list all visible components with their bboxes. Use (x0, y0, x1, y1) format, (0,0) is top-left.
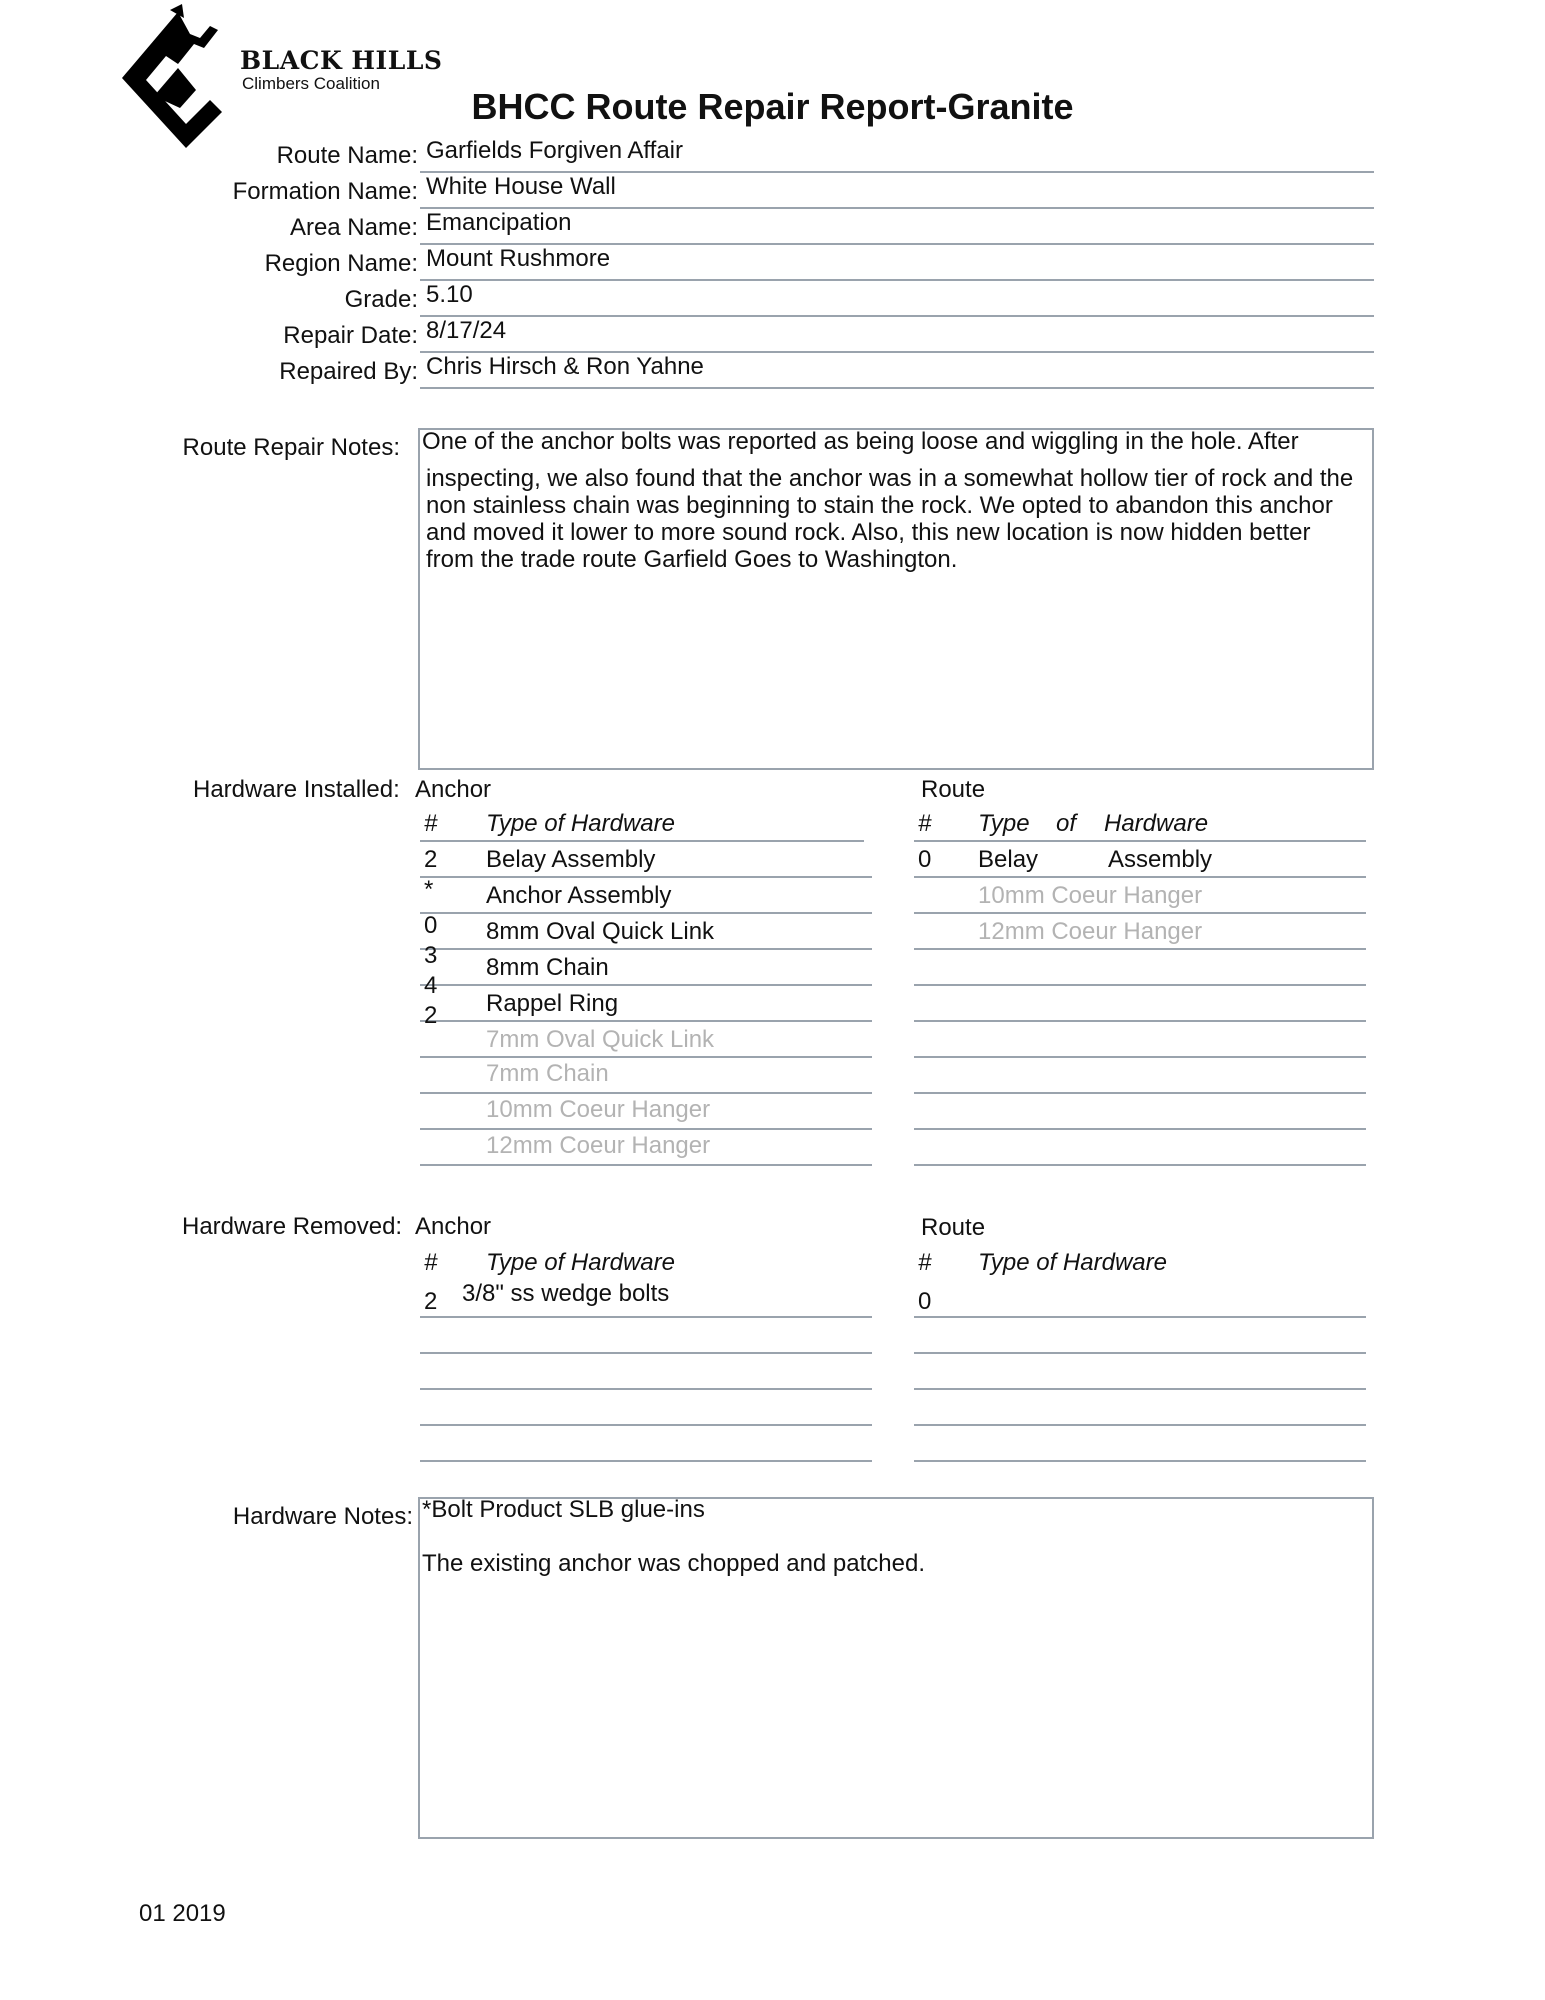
table-row[interactable] (914, 1354, 1366, 1390)
row-type: 3/8" ss wedge bolts (462, 1280, 670, 1307)
row-type: 10mm Coeur Hanger (978, 882, 1203, 909)
hardware-notes-line2: The existing anchor was chopped and patched. (422, 1550, 926, 1577)
table-row[interactable] (420, 1130, 872, 1166)
region-name-line (420, 279, 1374, 281)
installed-route-header (914, 806, 1366, 842)
row-num: 2 (424, 846, 438, 873)
table-row[interactable] (914, 878, 1366, 914)
repaired-by-label: Repaired By: (279, 358, 418, 385)
table-row[interactable] (420, 878, 872, 914)
org-subtitle: Climbers Coalition (242, 74, 380, 93)
table-row[interactable] (420, 1094, 872, 1130)
route-name-value[interactable]: Garfields Forgiven Affair (426, 137, 684, 164)
row-num: * (424, 876, 434, 903)
repaired-by-value[interactable]: Chris Hirsch & Ron Yahne (426, 353, 704, 380)
form-version: 01 2019 (139, 1900, 226, 1927)
route-repair-notes-line1: One of the anchor bolts was reported as being loose and wiggling in the hole. After (422, 428, 1299, 455)
row-type: 7mm Oval Quick Link (486, 1026, 715, 1053)
table-row[interactable] (420, 1058, 872, 1094)
area-name-label: Area Name: (289, 214, 418, 241)
org-name: BLACK HILLS (240, 46, 443, 75)
table-row[interactable] (420, 842, 872, 878)
row-num: 4 (424, 972, 438, 999)
row-type: Anchor Assembly (486, 882, 672, 909)
installed-route-type-header-1: Type (978, 810, 1030, 837)
route-name-label: Route Name: (276, 142, 418, 169)
removed-route-num-header: # (918, 1249, 932, 1276)
repair-date-label: Repair Date: (283, 322, 418, 349)
row-num: 0 (918, 1288, 932, 1315)
repair-date-value[interactable]: 8/17/24 (426, 317, 507, 344)
removed-route-label: Route (921, 1214, 986, 1241)
hardware-notes-label: Hardware Notes: (232, 1503, 413, 1530)
row-num: 0 (424, 912, 438, 939)
row-num: 0 (918, 846, 932, 873)
table-row[interactable] (914, 986, 1366, 1022)
removed-anchor-num-header: # (424, 1249, 438, 1276)
formation-name-label: Formation Name: (232, 178, 418, 205)
route-repair-notes-text: inspecting, we also found that the anchor was in a somewhat hollow tier of rock and the non stainless chain was beginning to stain the rock. We opted to abandon this anchor and moved it lower to more sound rock. Also, this new location is now hidden better from the trade route Garfield Goes to Washington. (426, 465, 1354, 573)
table-row[interactable] (914, 1130, 1366, 1166)
table-row[interactable] (420, 942, 872, 986)
row-type: 10mm Coeur Hanger (486, 1096, 711, 1123)
installed-anchor-type-header: Type of Hardware (486, 810, 675, 837)
table-row[interactable] (914, 950, 1366, 986)
table-row[interactable] (914, 1426, 1366, 1462)
installed-route-type-header-3: Hardware (1104, 810, 1209, 837)
table-row[interactable] (420, 1318, 872, 1354)
area-name-value[interactable]: Emancipation (426, 209, 572, 236)
row-type: 12mm Coeur Hanger (486, 1132, 711, 1159)
grade-label: Grade: (344, 286, 418, 313)
installed-anchor-header (420, 806, 864, 842)
row-type: Belay (978, 846, 1039, 873)
table-row[interactable] (914, 1280, 1366, 1318)
grade-line (420, 315, 1374, 317)
table-row[interactable] (914, 914, 1366, 950)
page-title: BHCC Route Repair Report-Granite (471, 86, 1074, 127)
table-row[interactable] (420, 1426, 872, 1462)
region-name-label: Region Name: (264, 250, 418, 277)
bhcc-logo-icon (118, 4, 238, 152)
table-row[interactable] (420, 1390, 872, 1426)
route-repair-notes-label: Route Repair Notes: (182, 434, 400, 461)
region-name-value[interactable]: Mount Rushmore (426, 245, 611, 272)
installed-route-type-header-2: of (1056, 810, 1077, 837)
table-row[interactable] (914, 1022, 1366, 1058)
removed-anchor-type-header: Type of Hardware (486, 1249, 675, 1276)
row-type: 8mm Chain (486, 954, 609, 981)
row-type: Rappel Ring (486, 990, 619, 1017)
formation-name-value[interactable]: White House Wall (426, 173, 616, 200)
installed-route-label: Route (921, 776, 986, 803)
hardware-notes-box[interactable] (418, 1497, 1374, 1839)
grade-value[interactable]: 5.10 (426, 281, 473, 308)
installed-route-num-header: # (918, 810, 932, 837)
table-row[interactable] (420, 1280, 872, 1318)
hardware-notes-line1: *Bolt Product SLB glue-ins (422, 1496, 705, 1523)
removed-route-type-header: Type of Hardware (978, 1249, 1167, 1276)
table-row[interactable] (914, 1058, 1366, 1094)
installed-anchor-num-header: # (424, 810, 438, 837)
row-num: 2 (424, 1002, 438, 1029)
installed-anchor-label: Anchor (415, 776, 492, 803)
table-row[interactable] (914, 1318, 1366, 1354)
row-type: 12mm Coeur Hanger (978, 918, 1203, 945)
row-type: 7mm Chain (486, 1060, 609, 1087)
table-row[interactable] (420, 1354, 872, 1390)
table-row[interactable] (914, 842, 1366, 878)
table-row[interactable] (420, 914, 872, 950)
row-num: 3 (424, 942, 438, 969)
row-type: Assembly (1108, 846, 1213, 873)
removed-anchor-label: Anchor (415, 1213, 492, 1240)
table-row[interactable] (914, 1390, 1366, 1426)
row-type: Belay Assembly (486, 846, 656, 873)
repaired-by-line (420, 387, 1374, 389)
row-type: 8mm Oval Quick Link (486, 918, 715, 945)
table-row[interactable] (914, 1094, 1366, 1130)
row-num: 2 (424, 1288, 438, 1315)
hardware-removed-label: Hardware Removed: (182, 1213, 403, 1240)
table-row[interactable] (420, 972, 872, 1022)
hardware-installed-label: Hardware Installed: (193, 776, 400, 803)
